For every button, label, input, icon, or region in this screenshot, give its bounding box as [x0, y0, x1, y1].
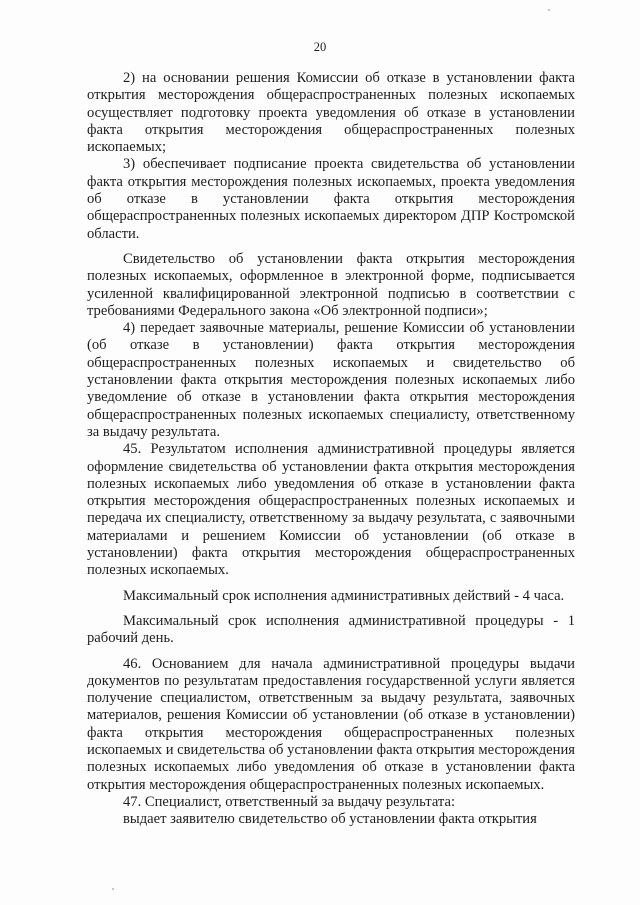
paragraph-4: 4) передает заявочные материалы, решение Комиссии об установлении (об отказе в установлении) факта открытия месторождения общераспространенных полезных ископаемых и свидетельство об установлении факта открытия месторождения полезных ископаемых либо уведомление об отказе в установлении факта открытия месторождения общераспространенных полезных ископаемых специалисту, ответственному за выдачу результата.: [87, 320, 575, 440]
paragraph-max-procedure: Максимальный срок исполнения административной процедуры - 1 рабочий день.: [87, 612, 575, 647]
document-body: [87, 70, 575, 828]
scan-speck: [112, 888, 114, 890]
page-number: 20: [313, 40, 327, 54]
paragraph-max-actions: Максимальный срок исполнения административных действий - 4 часа.: [123, 587, 565, 604]
paragraph-signature: Свидетельство об установлении факта открытия месторождения полезных ископаемых, оформленное в электронной форме, подписывается усиленной квалифицированной электронной подписью в соответствии с требованиями Федерального закона «Об электронной подписи»;: [87, 250, 575, 319]
scan-speck: [548, 9, 550, 11]
paragraph-47: 47. Специалист, ответственный за выдачу результата:: [123, 793, 456, 810]
paragraph-45: 45. Результатом исполнения административной процедуры является оформление свидетельства об установлении факта открытия месторождения полезных ископаемых либо уведомления об отказе в установлении факта открытия месторождения общераспространенных полезных ископаемых и передача их специалисту, ответственному за выдачу результата, с заявочными материалами и решением Комиссии об установлении (об отказе в установлении) факта открытия месторождения общераспространенных полезных ископаемых.: [87, 441, 575, 579]
paragraph-47-continued: выдает заявителю свидетельство об установлении факта открытия: [123, 811, 537, 828]
paragraph-2: 2) на основании решения Комиссии об отказе в установлении факта открытия месторождения общераспространенных полезных ископаемых осуществляет подготовку проекта уведомления об отказе в установлении факта открытия месторождения общераспространенных полезных ископаемых;: [87, 70, 575, 156]
paragraph-3: 3) обеспечивает подписание проекта свидетельства об установлении факта открытия месторождения полезных ископаемых, проекта уведомления об отказе в установлении факта открытия месторождения общераспространенных полезных ископаемых директором ДПР Костромской области.: [87, 156, 575, 242]
paragraph-46: 46. Основанием для начала административной процедуры выдачи документов по результатам предоставления государственной услуги является получение специалистом, ответственным за выдачу результата, заявочных материалов, решения Комиссии об установлении (об отказе в установлении) факта открытия месторождения общераспространенных полезных ископаемых и свидетельства об установлении факта открытия месторождения полезных ископаемых либо уведомления об отказе в установлении факта открытия месторождения общераспространенных полезных ископаемых.: [87, 655, 575, 793]
